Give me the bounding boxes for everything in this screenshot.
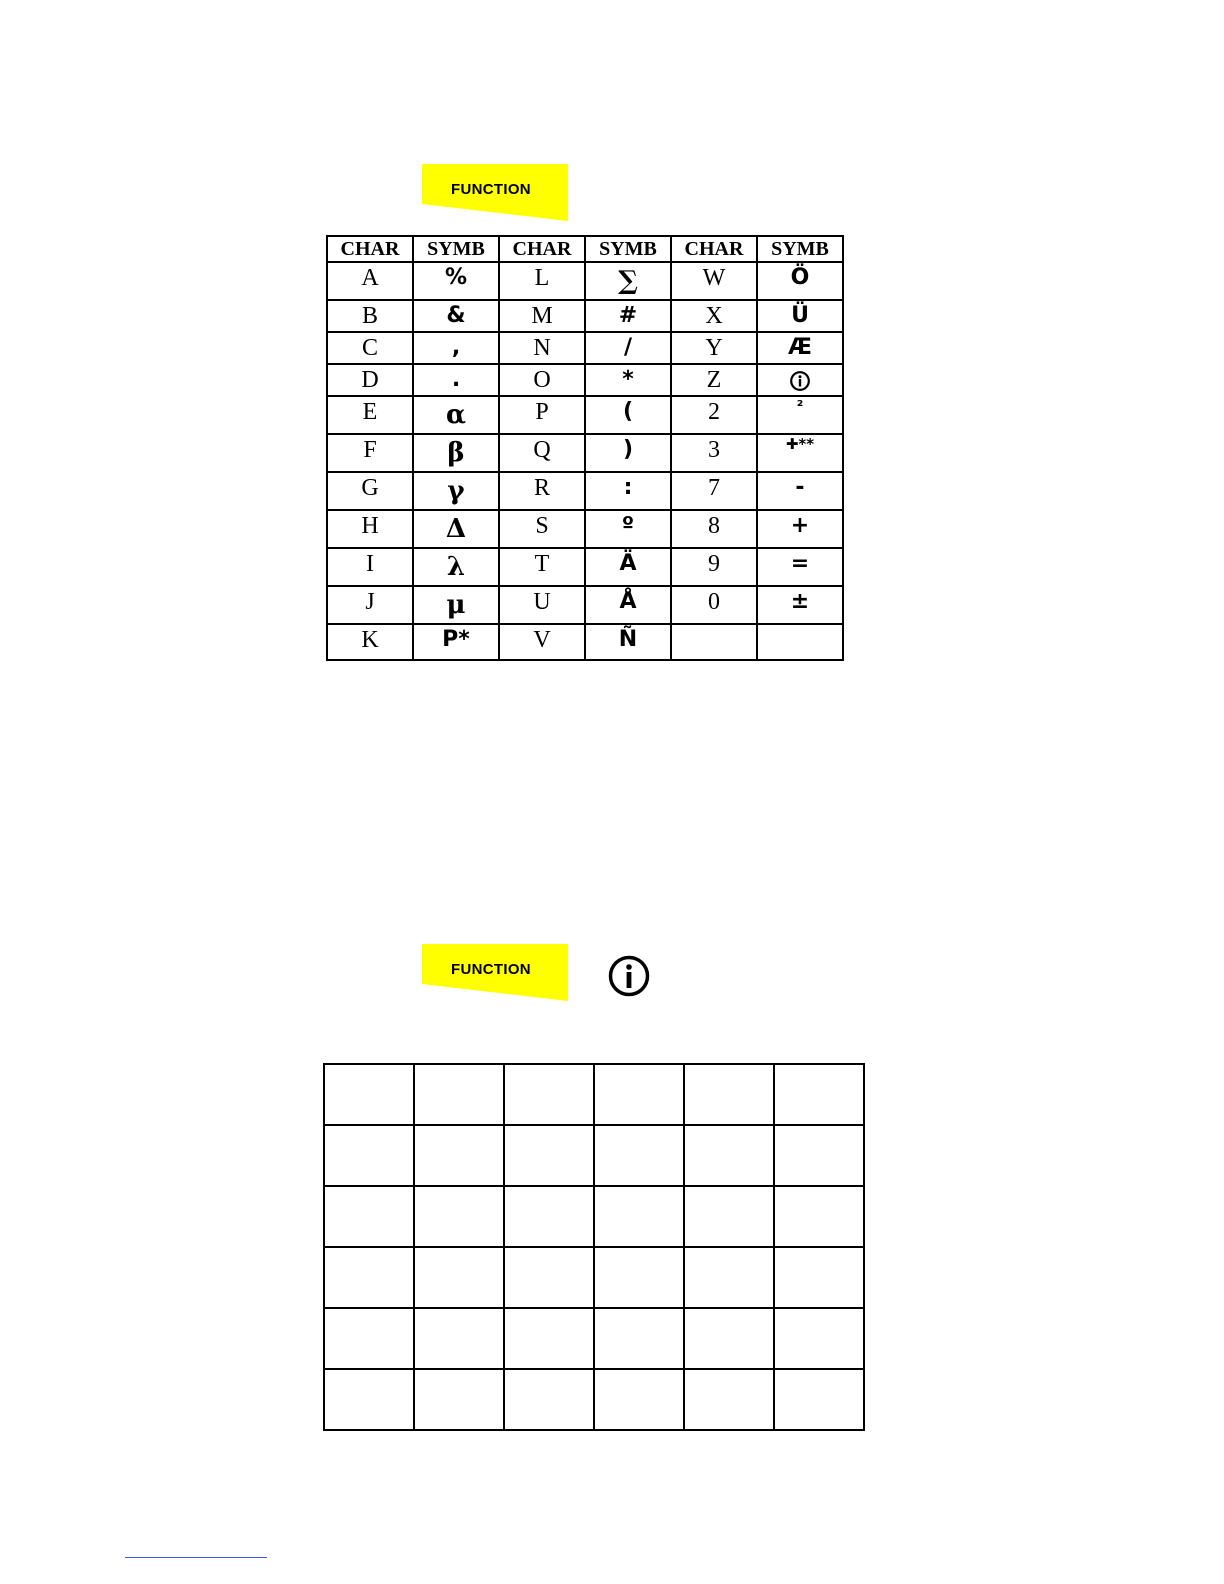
character-cell: Z — [671, 364, 757, 396]
character-cell: 0 — [671, 586, 757, 624]
grid-cell — [774, 1125, 864, 1186]
footnote-rule — [125, 1557, 267, 1558]
grid-cell — [684, 1064, 774, 1125]
grid-cell — [324, 1125, 414, 1186]
table-row — [327, 586, 843, 624]
symbol-cell — [757, 624, 843, 660]
grid-row — [324, 1125, 864, 1186]
symbol-cell: ✚** — [757, 434, 843, 472]
table-row — [327, 300, 843, 332]
symbol-cell — [757, 364, 843, 396]
grid-cell — [504, 1247, 594, 1308]
grid-cell — [504, 1064, 594, 1125]
character-cell: N — [499, 332, 585, 364]
symbol-cell: º — [585, 510, 671, 548]
character-cell: A — [327, 262, 413, 300]
table-row — [327, 548, 843, 586]
grid-cell — [324, 1186, 414, 1247]
symbol-cell: Å — [585, 586, 671, 624]
symbol-cell: μ — [413, 586, 499, 624]
grid-cell — [594, 1064, 684, 1125]
symbol-cell: β — [413, 434, 499, 472]
function-key-label: FUNCTION — [451, 180, 531, 198]
grid-cell — [324, 1247, 414, 1308]
grid-cell — [684, 1247, 774, 1308]
table-row — [327, 332, 843, 364]
character-cell: O — [499, 364, 585, 396]
symbol-cell: λ — [413, 548, 499, 586]
blank-grid — [323, 1063, 865, 1431]
character-cell: 7 — [671, 472, 757, 510]
character-cell: F — [327, 434, 413, 472]
grid-cell — [774, 1369, 864, 1430]
symbol-cell: Ö — [757, 262, 843, 300]
info-circle-icon — [607, 954, 651, 998]
symbol-cell: ( — [585, 396, 671, 434]
info-circle-icon — [789, 370, 811, 392]
table-row — [327, 510, 843, 548]
grid-cell — [414, 1064, 504, 1125]
character-cell: Q — [499, 434, 585, 472]
character-cell: 8 — [671, 510, 757, 548]
symbol-cell: Ä — [585, 548, 671, 586]
symbol-cell: = — [757, 548, 843, 586]
grid-cell — [774, 1064, 864, 1125]
character-cell: C — [327, 332, 413, 364]
symbol-cell: Δ — [413, 510, 499, 548]
symbol-cell: / — [585, 332, 671, 364]
table-row — [327, 262, 843, 300]
symbol-cell: # — [585, 300, 671, 332]
grid-row — [324, 1247, 864, 1308]
character-cell: V — [499, 624, 585, 660]
grid-cell — [504, 1308, 594, 1369]
character-cell: S — [499, 510, 585, 548]
grid-cell — [414, 1369, 504, 1430]
character-cell: W — [671, 262, 757, 300]
grid-cell — [324, 1308, 414, 1369]
grid-cell — [594, 1369, 684, 1430]
column-header: CHAR — [671, 236, 757, 262]
symbol-cell: Ü — [757, 300, 843, 332]
table-row — [327, 434, 843, 472]
symbol-cell: P* — [413, 624, 499, 660]
character-cell: D — [327, 364, 413, 396]
grid-cell — [594, 1125, 684, 1186]
function-key-label: FUNCTION — [451, 960, 531, 978]
table-row — [327, 624, 843, 660]
column-header: CHAR — [499, 236, 585, 262]
symbol-cell: - — [757, 472, 843, 510]
symbol-cell: Æ — [757, 332, 843, 364]
symbol-cell: ² — [757, 396, 843, 434]
grid-cell — [594, 1186, 684, 1247]
grid-cell — [594, 1308, 684, 1369]
column-header: SYMB — [413, 236, 499, 262]
grid-cell — [414, 1247, 504, 1308]
character-cell: B — [327, 300, 413, 332]
column-header: CHAR — [327, 236, 413, 262]
column-header: SYMB — [585, 236, 671, 262]
symbol-cell: ∑ — [585, 262, 671, 300]
grid-row — [324, 1186, 864, 1247]
grid-cell — [504, 1125, 594, 1186]
grid-row — [324, 1308, 864, 1369]
grid-cell — [774, 1186, 864, 1247]
symbol-cell: γ — [413, 472, 499, 510]
character-cell: U — [499, 586, 585, 624]
grid-cell — [414, 1186, 504, 1247]
symbol-cell: Ñ — [585, 624, 671, 660]
character-cell: G — [327, 472, 413, 510]
character-cell: 3 — [671, 434, 757, 472]
table-body — [327, 262, 843, 660]
grid-cell — [684, 1369, 774, 1430]
grid-cell — [774, 1308, 864, 1369]
character-cell: M — [499, 300, 585, 332]
grid-cell — [684, 1308, 774, 1369]
character-cell: T — [499, 548, 585, 586]
symbol-cell: & — [413, 300, 499, 332]
symbol-cell: ) — [585, 434, 671, 472]
grid-row — [324, 1064, 864, 1125]
grid-cell — [414, 1125, 504, 1186]
character-cell: L — [499, 262, 585, 300]
character-cell: K — [327, 624, 413, 660]
character-cell: H — [327, 510, 413, 548]
character-cell: P — [499, 396, 585, 434]
character-cell: Y — [671, 332, 757, 364]
character-cell: E — [327, 396, 413, 434]
character-cell: 9 — [671, 548, 757, 586]
grid-cell — [594, 1247, 684, 1308]
symbol-cell: ± — [757, 586, 843, 624]
grid-cell — [324, 1369, 414, 1430]
grid-cell — [504, 1186, 594, 1247]
symbol-cell: . — [413, 364, 499, 396]
symbol-cell: α — [413, 396, 499, 434]
character-cell: X — [671, 300, 757, 332]
table-row — [327, 472, 843, 510]
table-row — [327, 364, 843, 396]
table-row — [327, 396, 843, 434]
grid-cell — [324, 1064, 414, 1125]
function-key-top — [422, 164, 570, 222]
column-header: SYMB — [757, 236, 843, 262]
grid-cell — [684, 1125, 774, 1186]
grid-cell — [504, 1369, 594, 1430]
character-cell: 2 — [671, 396, 757, 434]
character-cell: I — [327, 548, 413, 586]
grid-cell — [684, 1186, 774, 1247]
symbol-cell: + — [757, 510, 843, 548]
grid-cell — [774, 1247, 864, 1308]
grid-cell — [414, 1308, 504, 1369]
character-symbol-table — [326, 235, 844, 661]
symbol-cell: : — [585, 472, 671, 510]
function-key-bottom — [422, 944, 570, 1002]
character-cell: J — [327, 586, 413, 624]
symbol-cell: , — [413, 332, 499, 364]
grid-row — [324, 1369, 864, 1430]
character-cell — [671, 624, 757, 660]
symbol-cell: % — [413, 262, 499, 300]
table-header-row — [327, 236, 843, 262]
symbol-cell: * — [585, 364, 671, 396]
character-cell: R — [499, 472, 585, 510]
